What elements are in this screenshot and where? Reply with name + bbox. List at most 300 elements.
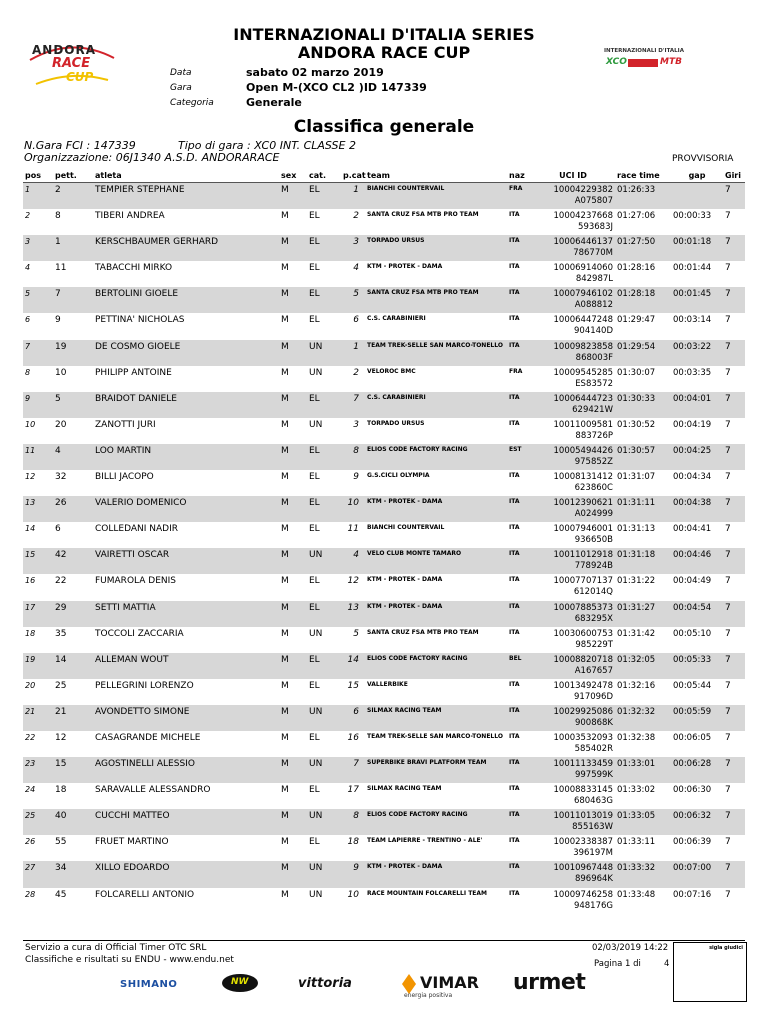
table-row [23,522,745,548]
cell-cat: EL [307,601,341,627]
cell-team: KTM - PROTEK - DAMA [365,496,507,522]
cell-sex: M [279,861,307,887]
table-row [23,418,745,444]
cell-team: TORPADO URSUS [365,418,507,444]
cell-giri: 7 [723,444,745,470]
cell-naz: ITA [507,757,531,783]
cell-gap: 00:06:32 [671,809,723,835]
col-giri: Giri [723,168,745,183]
cell-sex: M [279,731,307,757]
cell-pos: 1 [23,183,53,210]
cell-team: TEAM TREK-SELLE SAN MARCO-TONELLO [365,340,507,366]
results-body [23,183,745,914]
cell-naz: ITA [507,261,531,287]
cell-giri: 7 [723,183,745,210]
cell-gap: 00:01:44 [671,261,723,287]
table-row [23,757,745,783]
cell-naz: ITA [507,574,531,600]
footer-service: Servizio a cura di Official Timer OTC SRL [25,943,207,953]
cell-pcat: 1 [341,183,365,210]
cell-uci-id [531,888,615,914]
cell-cat: EL [307,209,341,235]
logo-right-caption: INTERNAZIONALI D'ITALIA [604,48,684,54]
table-row [23,809,745,835]
col-race-time: race time [615,168,671,183]
cell-pett: 15 [53,757,93,783]
cell-team: SANTA CRUZ FSA MTB PRO TEAM [365,209,507,235]
cell-naz: ITA [507,731,531,757]
cell-sex: M [279,888,307,914]
cell-gap: 00:06:05 [671,731,723,757]
cell-atleta: BRAIDOT DANIELE [93,392,279,418]
cell-team: RACE MOUNTAIN FOLCARELLI TEAM [365,888,507,914]
cell-sex: M [279,444,307,470]
cell-pcat: 8 [341,444,365,470]
cell-naz: ITA [507,679,531,705]
cell-pos: 15 [23,548,53,574]
cell-pett: 11 [53,261,93,287]
cell-atleta: SETTI MATTIA [93,601,279,627]
table-row [23,261,745,287]
table-header [23,168,745,183]
cell-giri: 7 [723,418,745,444]
cell-giri: 7 [723,835,745,861]
cell-race-time: 01:31:42 [615,627,671,653]
cell-sex: M [279,496,307,522]
cell-team: C.S. CARABINIERI [365,392,507,418]
table-row [23,601,745,627]
cell-uci-id [531,418,615,444]
cell-naz: ITA [507,496,531,522]
cell-pett: 40 [53,809,93,835]
uci-id-number: 10005494426 [553,445,613,456]
cell-giri: 7 [723,627,745,653]
uci-id-number: 10004229382 [553,185,613,195]
cell-pcat: 9 [341,470,365,496]
cell-uci-id [531,783,615,809]
cell-sex: M [279,809,307,835]
cell-pett: 18 [53,783,93,809]
cell-gap: 00:04:19 [671,418,723,444]
cell-pos: 9 [23,392,53,418]
cell-gap: 00:06:30 [671,783,723,809]
cell-pett: 4 [53,444,93,470]
status-provvisoria: PROVVISORIA [672,154,734,164]
cell-team: ELIOS CODE FACTORY RACING [365,653,507,679]
cell-giri: 7 [723,757,745,783]
cell-giri: 7 [723,705,745,731]
cell-pos: 28 [23,888,53,914]
cell-uci-id [531,183,615,210]
cell-giri: 7 [723,522,745,548]
cell-pcat: 18 [341,835,365,861]
cell-atleta: FOLCARELLI ANTONIO [93,888,279,914]
cell-giri: 7 [723,548,745,574]
cell-team: VELO CLUB MONTE TAMARO [365,548,507,574]
uci-license-code: 868003F [575,352,613,363]
cell-uci-id [531,444,615,470]
cell-uci-id [531,653,615,679]
cell-uci-id [531,574,615,600]
cell-sex: M [279,653,307,679]
cell-team: TEAM LAPIERRE - TRENTINO - ALE' [365,835,507,861]
cell-uci-id [531,235,615,261]
cell-race-time: 01:27:06 [615,209,671,235]
table-row [23,183,745,210]
cell-pett: 20 [53,418,93,444]
cell-naz: ITA [507,392,531,418]
cell-race-time: 01:28:16 [615,261,671,287]
uci-license-code: 975852Z [574,456,613,467]
cell-race-time: 01:29:47 [615,313,671,339]
uci-id-number: 10008820718 [553,654,613,665]
uci-license-code: 612014Q [573,587,613,598]
cell-pos: 3 [23,235,53,261]
cell-race-time: 01:31:27 [615,601,671,627]
cell-team: TORPADO URSUS [365,235,507,261]
cell-race-time: 01:31:13 [615,522,671,548]
cell-uci-id [531,313,615,339]
sponsor-northwave [222,974,258,992]
cell-pett: 29 [53,601,93,627]
cell-giri: 7 [723,366,745,392]
cell-race-time: 01:32:05 [615,653,671,679]
cell-pcat: 6 [341,313,365,339]
cell-pett: 21 [53,705,93,731]
cell-atleta: TIBERI ANDREA [93,209,279,235]
cell-cat: EL [307,496,341,522]
cell-pett: 35 [53,627,93,653]
cell-pos: 19 [23,653,53,679]
uci-id-number: 10006444723 [553,393,613,404]
uci-license-code: 985229T [575,639,613,650]
col-pett: pett. [53,168,93,183]
cell-pos: 22 [23,731,53,757]
cell-sex: M [279,261,307,287]
uci-id-number: 10007946001 [553,524,613,535]
uci-id-number: 10006914060 [553,263,613,274]
uci-license-code: 683295X [574,613,613,624]
cell-pcat: 16 [341,731,365,757]
cell-gap [671,183,723,210]
cell-gap: 00:03:14 [671,313,723,339]
cell-pcat: 11 [341,522,365,548]
logo-line-race: RACE [52,56,91,71]
logo-right-mtb: MTB [660,57,682,67]
cell-cat: UN [307,757,341,783]
uci-id-number: 10010967448 [553,863,613,874]
cell-race-time: 01:31:07 [615,470,671,496]
cell-atleta: PHILIPP ANTOINE [93,366,279,392]
cell-pcat: 3 [341,235,365,261]
cell-sex: M [279,470,307,496]
col-naz: naz [507,168,531,183]
uci-id-number: 10007707137 [553,576,613,587]
cell-race-time: 01:30:57 [615,444,671,470]
cell-cat: EL [307,392,341,418]
uci-license-code: 842987L [575,274,613,285]
cell-pos: 23 [23,757,53,783]
cell-gap: 00:04:25 [671,444,723,470]
sponsor-vimar: VIMAR [420,973,479,992]
cell-giri: 7 [723,470,745,496]
cell-pcat: 2 [341,209,365,235]
table-row [23,444,745,470]
cell-giri: 7 [723,235,745,261]
table-row [23,731,745,757]
judges-signature-box [673,942,747,1002]
cell-sex: M [279,287,307,313]
cell-naz: BEL [507,653,531,679]
logo-line-andora: ANDORA [32,43,97,57]
cell-naz: ITA [507,783,531,809]
cell-cat: EL [307,522,341,548]
cell-pos: 11 [23,444,53,470]
sponsor-northwave-text: NW [231,977,249,987]
cell-race-time: 01:33:01 [615,757,671,783]
cell-sex: M [279,366,307,392]
uci-id-number: 10011012918 [553,550,613,561]
cell-gap: 00:00:33 [671,209,723,235]
table-row [23,888,745,914]
cell-pett: 1 [53,235,93,261]
cell-atleta: VALERIO DOMENICO [93,496,279,522]
sponsor-vimar-tagline: energia positiva [404,992,453,999]
cell-naz: ITA [507,313,531,339]
cell-cat: UN [307,861,341,887]
cell-gap: 00:01:45 [671,287,723,313]
table-row [23,861,745,887]
cell-team: KTM - PROTEK - DAMA [365,601,507,627]
cell-team: ELIOS CODE FACTORY RACING [365,809,507,835]
cell-atleta: COLLEDANI NADIR [93,522,279,548]
cell-giri: 7 [723,653,745,679]
uci-license-code: 900868K [574,717,613,728]
sponsor-shimano: SHIMANO [120,979,178,990]
uci-license-code: 680463G [573,796,613,807]
cell-naz: ITA [507,209,531,235]
cell-uci-id [531,757,615,783]
table-row [23,470,745,496]
cell-race-time: 01:33:11 [615,835,671,861]
cell-sex: M [279,183,307,210]
cell-gap: 00:04:49 [671,574,723,600]
cell-pos: 24 [23,783,53,809]
cell-naz: ITA [507,835,531,861]
cell-uci-id [531,627,615,653]
cell-pett: 2 [53,183,93,210]
cell-pos: 4 [23,261,53,287]
cell-cat: UN [307,705,341,731]
cell-team: C.S. CARABINIERI [365,313,507,339]
cell-uci-id [531,522,615,548]
cell-cat: EL [307,444,341,470]
cell-pcat: 3 [341,418,365,444]
cell-pcat: 9 [341,861,365,887]
cell-gap: 00:07:00 [671,861,723,887]
cell-giri: 7 [723,601,745,627]
cell-naz: ITA [507,627,531,653]
uci-license-code: 896964K [574,874,613,885]
cell-cat: EL [307,261,341,287]
cell-naz: EST [507,444,531,470]
cell-gap: 00:05:10 [671,627,723,653]
uci-license-code: A088812 [574,300,613,311]
cell-uci-id [531,340,615,366]
cell-pett: 8 [53,209,93,235]
cell-race-time: 01:33:32 [615,861,671,887]
cell-atleta: PELLEGRINI LORENZO [93,679,279,705]
cell-gap: 00:04:01 [671,392,723,418]
uci-license-code: A024999 [574,509,613,520]
cell-pett: 34 [53,861,93,887]
cell-pos: 12 [23,470,53,496]
cell-pos: 17 [23,601,53,627]
cell-pcat: 5 [341,287,365,313]
cell-cat: UN [307,418,341,444]
cell-atleta: VAIRETTI OSCAR [93,548,279,574]
cell-sex: M [279,340,307,366]
uci-license-code: A167657 [574,665,613,676]
cell-uci-id [531,705,615,731]
table-row [23,835,745,861]
cell-race-time: 01:31:22 [615,574,671,600]
cell-naz: ITA [507,340,531,366]
cell-atleta: LOO MARTIN [93,444,279,470]
cell-race-time: 01:30:07 [615,366,671,392]
cell-team: SUPERBIKE BRAVI PLATFORM TEAM [365,757,507,783]
cell-sex: M [279,679,307,705]
meta-value-gara: Open M-(XCO CL2 )ID 147339 [246,81,427,94]
cell-team: KTM - PROTEK - DAMA [365,261,507,287]
cell-uci-id [531,287,615,313]
col-team: team [365,168,507,183]
cell-gap: 00:07:16 [671,888,723,914]
cell-atleta: BILLI JACOPO [93,470,279,496]
cell-uci-id [531,496,615,522]
cell-pos: 14 [23,522,53,548]
cell-naz: ITA [507,861,531,887]
cell-uci-id [531,548,615,574]
table-row [23,679,745,705]
cell-race-time: 01:30:33 [615,392,671,418]
cell-cat: EL [307,679,341,705]
cell-pos: 16 [23,574,53,600]
uci-license-code: 585402R [574,743,613,754]
cell-race-time: 01:33:05 [615,809,671,835]
col-sex: sex [279,168,307,183]
cell-cat: UN [307,809,341,835]
logo-right-bar [628,59,658,67]
table-row [23,209,745,235]
table-row [23,548,745,574]
cell-cat: EL [307,287,341,313]
cell-race-time: 01:31:18 [615,548,671,574]
cell-team: VALLERBIKE [365,679,507,705]
meta-value-categoria: Generale [246,96,302,109]
table-row [23,392,745,418]
uci-id-number: 10013492478 [553,680,613,691]
cell-pett: 9 [53,313,93,339]
uci-id-number: 10011133459 [553,759,613,770]
series-title: INTERNAZIONALI D'ITALIA SERIES [233,25,535,44]
cell-naz: ITA [507,418,531,444]
uci-license-code: 855163W [572,822,613,833]
cell-sex: M [279,522,307,548]
uci-id-number: 10011009581 [553,419,613,430]
cell-pett: 55 [53,835,93,861]
cell-gap: 00:04:34 [671,470,723,496]
cell-race-time: 01:33:48 [615,888,671,914]
cell-naz: ITA [507,287,531,313]
cell-pcat: 6 [341,705,365,731]
cell-atleta: SARAVALLE ALESSANDRO [93,783,279,809]
cell-gap: 00:03:22 [671,340,723,366]
cell-uci-id [531,679,615,705]
cell-cat: EL [307,574,341,600]
table-row [23,340,745,366]
cell-pcat: 7 [341,757,365,783]
table-row [23,627,745,653]
uci-license-code: ES83572 [575,378,613,389]
col-pos: pos [23,168,53,183]
table-row [23,705,745,731]
cell-pcat: 5 [341,627,365,653]
cell-gap: 00:04:41 [671,522,723,548]
table-row [23,653,745,679]
cell-cat: UN [307,548,341,574]
cell-naz: ITA [507,809,531,835]
cell-pos: 21 [23,705,53,731]
uci-license-code: 948176G [573,900,613,911]
cell-cat: EL [307,835,341,861]
cell-giri: 7 [723,313,745,339]
uci-license-code: 917096D [574,691,613,702]
cell-gap: 00:06:39 [671,835,723,861]
cell-pett: 14 [53,653,93,679]
cell-naz: ITA [507,548,531,574]
cell-pos: 7 [23,340,53,366]
cell-giri: 7 [723,809,745,835]
meta-label-data: Data [170,68,192,78]
uci-id-number: 10006447248 [553,315,613,326]
logo-right-xco: XCO [606,57,627,67]
col-pcat: p.cat [341,168,365,183]
cell-team: SILMAX RACING TEAM [365,783,507,809]
cell-team: KTM - PROTEK - DAMA [365,861,507,887]
cell-team: BIANCHI COUNTERVAIL [365,522,507,548]
sponsor-urmet: urmet [513,970,586,995]
uci-id-number: 10007885373 [553,602,613,613]
cell-naz: ITA [507,235,531,261]
cell-uci-id [531,861,615,887]
uci-id-number: 10008833145 [553,785,613,796]
cell-naz: FRA [507,183,531,210]
cell-sex: M [279,601,307,627]
cell-cat: EL [307,653,341,679]
uci-license-code: 883726P [575,430,613,441]
cell-giri: 7 [723,888,745,914]
cell-giri: 7 [723,392,745,418]
cell-pett: 42 [53,548,93,574]
table-row [23,496,745,522]
uci-license-code: 778924B [574,561,613,572]
cell-race-time: 01:33:02 [615,783,671,809]
cell-race-time: 01:29:54 [615,340,671,366]
judges-signature-label: sigla giudici [709,945,743,951]
col-atleta: atleta [93,168,279,183]
race-number: N.Gara FCI : 147339 [24,139,136,152]
